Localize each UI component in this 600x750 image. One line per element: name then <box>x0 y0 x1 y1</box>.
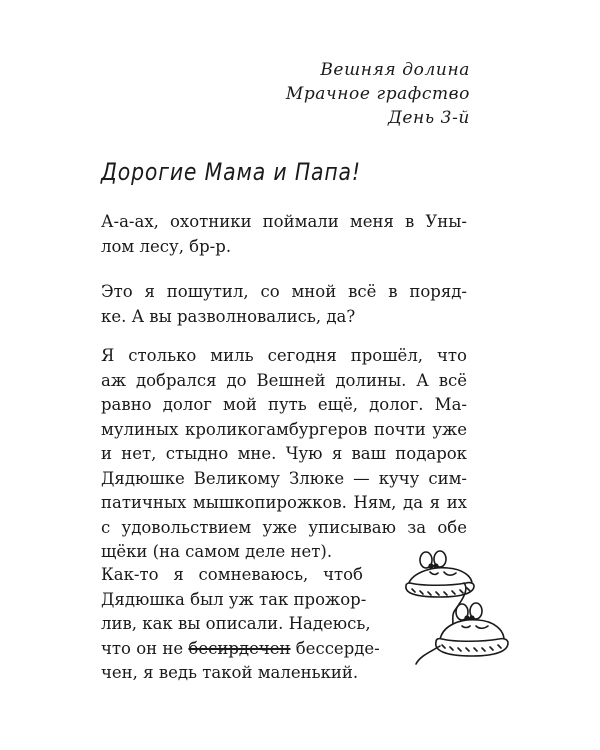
text-line: лом лесу, бр-р. <box>101 236 232 256</box>
text-line: Как-то я сомневаюсь, чтоб <box>101 565 363 584</box>
paragraph-1 <box>101 210 467 259</box>
text-line: с удовольствием уже уписываю за обе <box>101 517 467 537</box>
text-line: Я столько миль сегодня прошёл, что <box>101 346 467 365</box>
text-line: и нет, стыдно мне. Чую я ваш подарок <box>101 444 467 463</box>
text-line: Дядюшка был уж так прожор- <box>101 589 367 609</box>
text-line: чен, я ведь такой маленький. <box>101 663 359 682</box>
paragraph-3 <box>101 344 467 565</box>
header-region: Мрачное графство <box>285 84 470 104</box>
text-line <box>101 637 380 662</box>
mouse-pies-illustration <box>400 548 512 678</box>
text-line: лив, как вы описали. Надеюсь, <box>101 614 371 633</box>
header-day: День 3-й <box>387 108 470 128</box>
greeting: Дорогие Мама и Папа! <box>101 158 361 186</box>
paragraph-2 <box>101 280 467 329</box>
text-line: щёки (на самом деле нет). <box>101 542 333 561</box>
text-line: мулиных кроликогамбургеров почти уже <box>101 419 467 439</box>
text-fragment: что он не <box>101 638 184 658</box>
header-place: Вешняя долина <box>320 60 470 80</box>
letter-header <box>286 58 470 130</box>
text-fragment: бессерде- <box>295 638 380 658</box>
text-line: Дядюшке Великому Злюке — кучу сим- <box>101 468 467 488</box>
struck-word: бесирдечен <box>188 638 291 658</box>
paragraph-4 <box>101 563 380 686</box>
text-line: Это я пошутил, со мной всё в поряд- <box>101 282 467 301</box>
mouse-pie-icon <box>416 603 508 664</box>
text-line: аж добрался до Вешней долины. А всё <box>101 370 467 390</box>
text-line: ке. А вы разволновались, да? <box>101 306 356 326</box>
text-line: А-а-ах, охотники поймали меня в Уны- <box>101 212 467 231</box>
text-line: равно долог мой путь ещё, долог. Ма- <box>101 395 467 414</box>
text-line: патичных мышкопирожков. Ням, да я их <box>101 493 467 512</box>
